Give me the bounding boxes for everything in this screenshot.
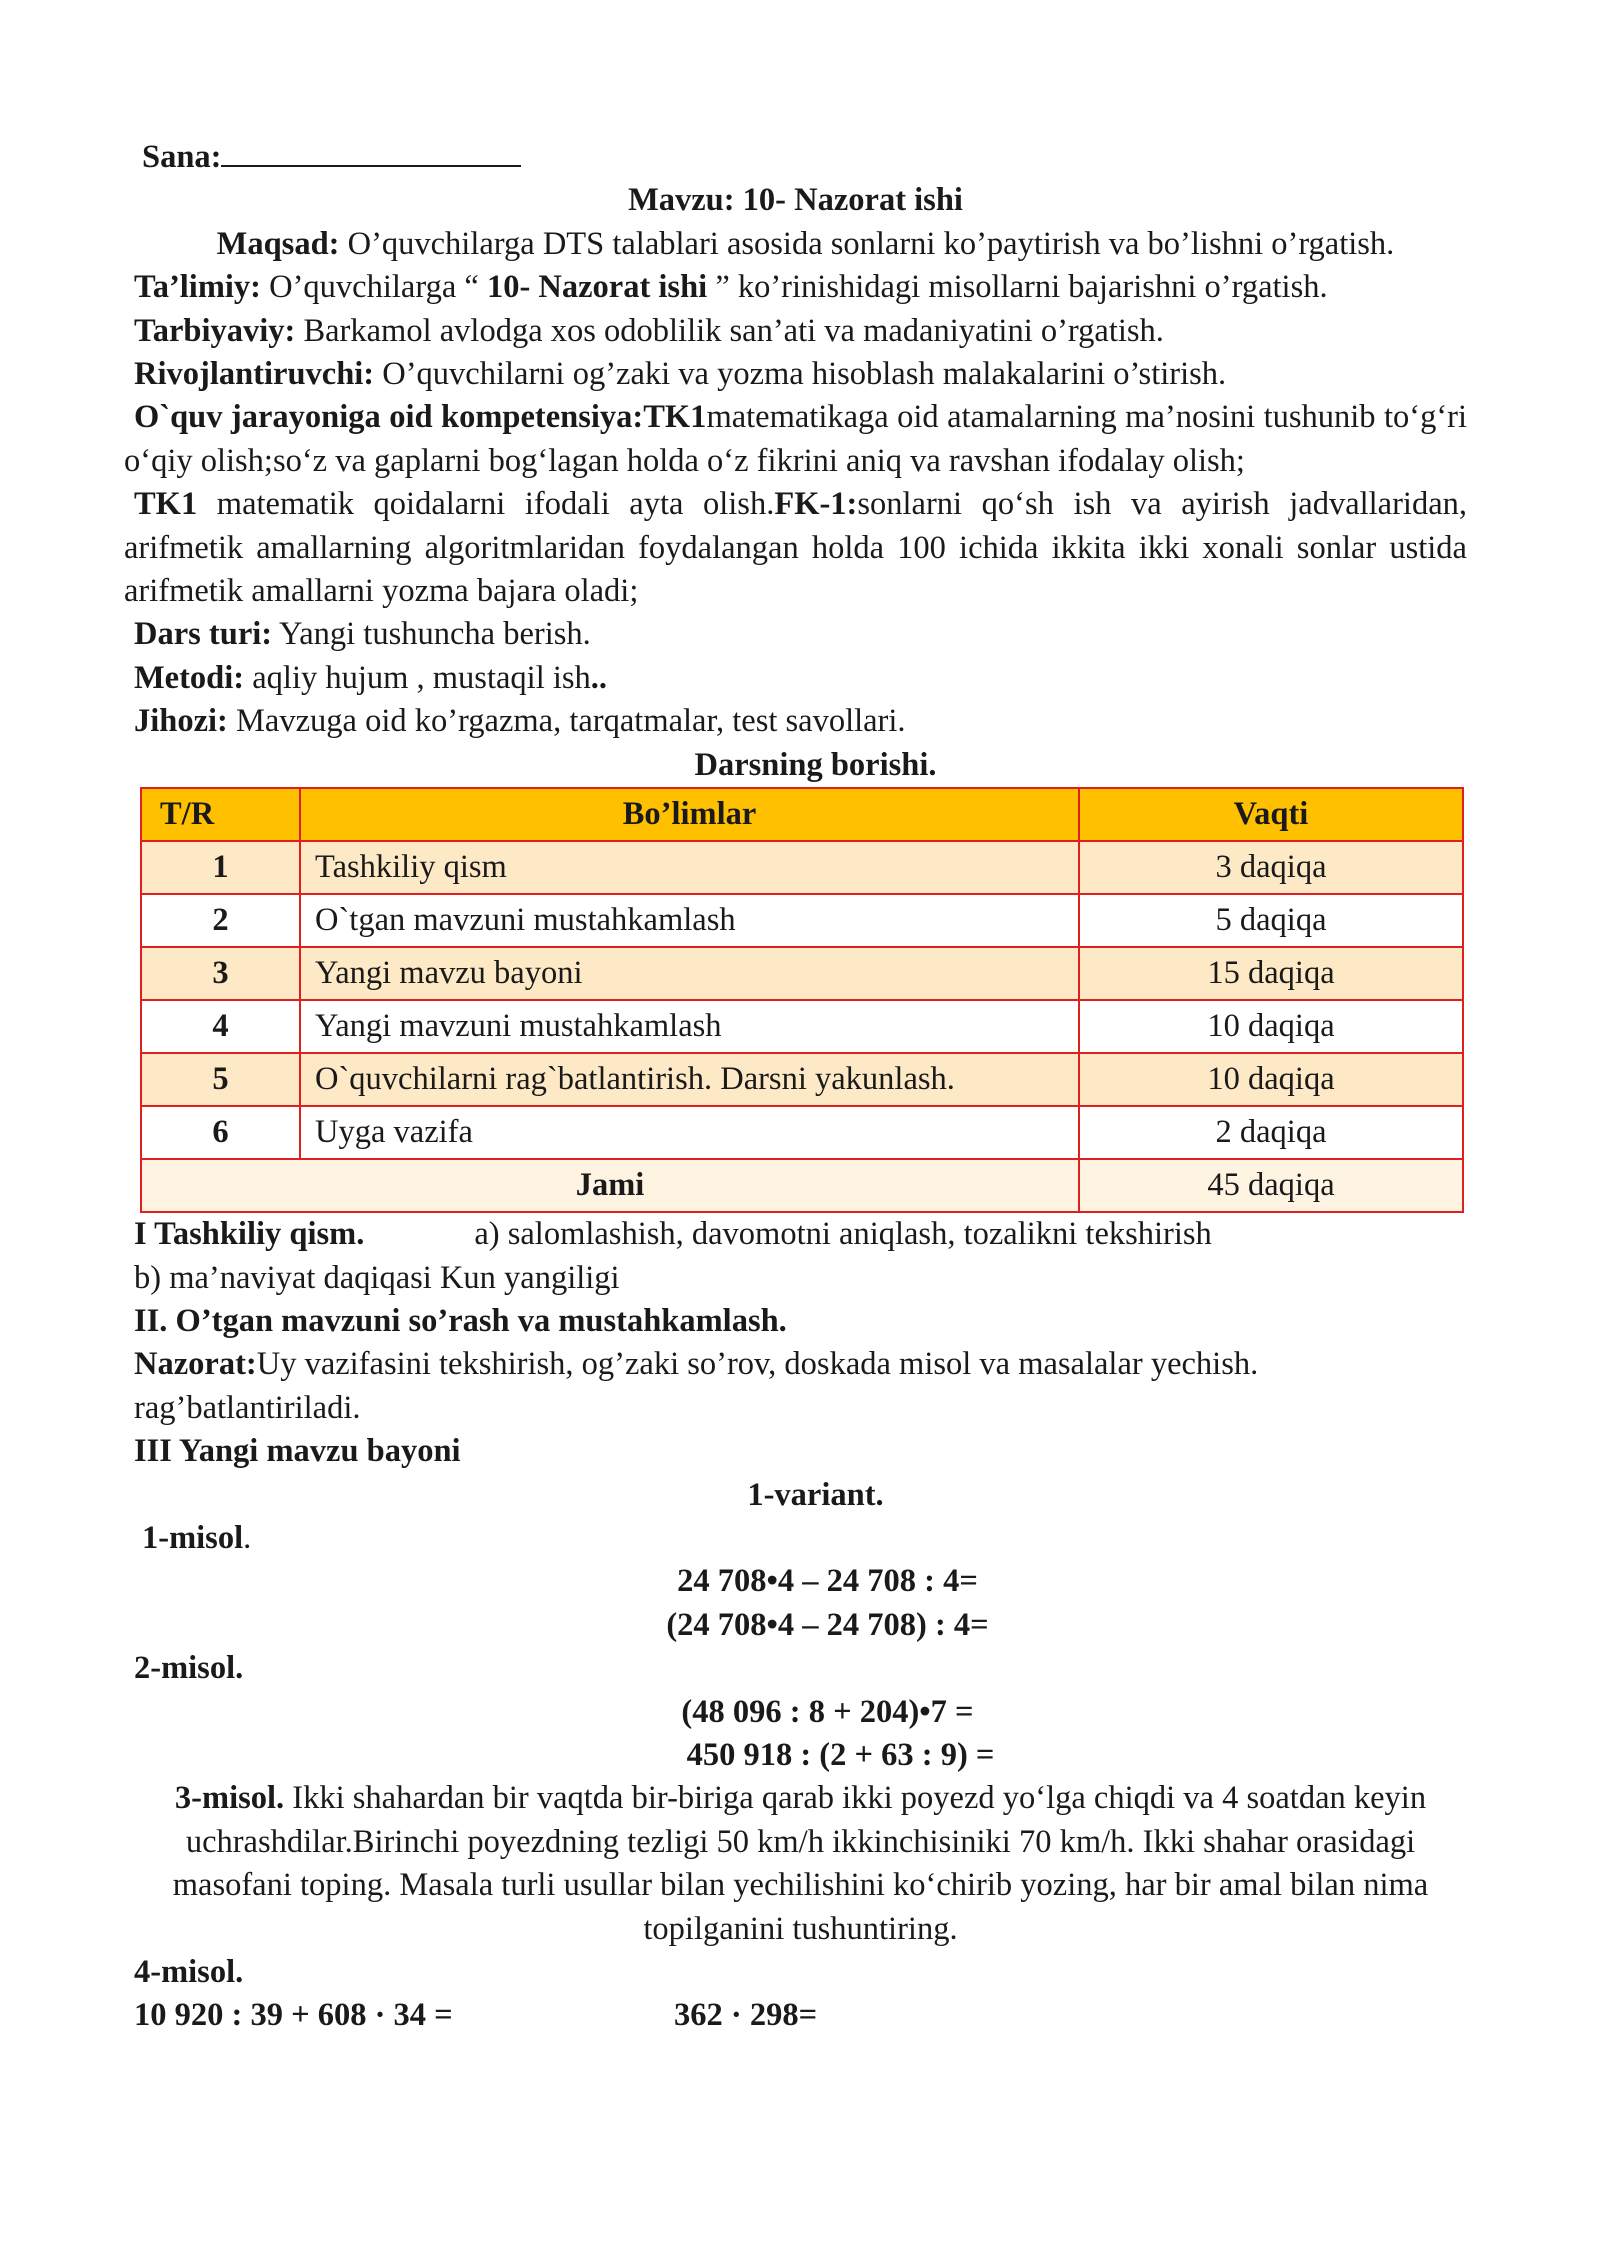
lesson-type-text: Yangi tushuncha berish. <box>272 616 591 653</box>
row-number: 3 <box>141 947 300 1000</box>
table-row <box>141 1106 1463 1159</box>
equipment-text: Mavzuga oid ko’rgazma, tarqatmalar, test savollari. <box>227 703 906 740</box>
organizational-line <box>124 1213 1467 1256</box>
educational-text-2: ” ko’rinishidagi misollarni bajarishni o’rgatish. <box>715 269 1328 306</box>
exercise-4-line <box>124 1994 1467 2037</box>
educational-topic: 10- Nazorat ishi <box>486 269 716 306</box>
goal-text: O’quvchilarga DTS talablari asosida sonlarni ko’paytirish va bo’lishni o’rgatish. <box>339 225 1395 262</box>
table-row <box>141 894 1463 947</box>
competency-text: matematikaga oid atamalarning ma’nosini tushunib to‘g‘ri o‘qiy olish;so‘z va gaplarni bog‘lagan holda o‘z fikrini aniq va ravshan ifodalay olish; <box>124 399 1467 479</box>
developmental-text: O’quvchilarni og’zaki va yozma hisoblash malakalarini o’stirish. <box>374 356 1227 393</box>
exercise-4-label <box>124 1951 1467 1994</box>
exercise-3-label: 3-misol. <box>174 1780 285 1817</box>
row-section: O`tgan mavzuni mustahkamlash <box>300 894 1079 947</box>
goal-paragraph <box>124 223 1467 266</box>
table-row <box>141 1053 1463 1106</box>
fk1-text: sonlarni qo‘sh ish va ayirish jadvallaridan, arifmetik amallarning algoritmlaridan foydalangan holda 100 ichida ikkita ikki xonali sonlar ustida arifmetik amallarni yozma bajara oladi; <box>124 486 1468 610</box>
row-section: Yangi mavzuni mustahkamlash <box>300 1000 1079 1053</box>
row-section: Uyga vazifa <box>300 1106 1079 1159</box>
document-content <box>124 135 1467 2038</box>
table-row <box>141 1000 1463 1053</box>
exercise-2-line-1: (48 096 : 8 + 204)•7 = <box>681 1693 974 1730</box>
control-label: Nazorat: <box>134 1346 257 1383</box>
lesson-type-line <box>124 613 1467 656</box>
upbringing-paragraph <box>124 310 1467 353</box>
organizational-label: I Tashkiliy qism. <box>134 1216 365 1253</box>
table-header-row <box>141 788 1463 841</box>
row-section: Yangi mavzu bayoni <box>300 947 1079 1000</box>
equipment-label: Jihozi: <box>134 703 228 740</box>
equipment-line <box>124 700 1467 743</box>
goal-label: Maqsad: <box>216 225 340 262</box>
upbringing-label: Tarbiyaviy: <box>134 312 296 349</box>
total-label: Jami <box>141 1159 1079 1212</box>
method-end: .. <box>590 659 608 696</box>
fk1-label: FK-1: <box>774 486 858 523</box>
row-time: 2 daqiqa <box>1079 1106 1463 1159</box>
exercise-2-label <box>124 1647 1467 1690</box>
table-title-text: Darsning borishi. <box>694 746 937 783</box>
organizational-a: a) salomlashish, davomotni aniqlash, tozalikni tekshirish <box>474 1216 1212 1253</box>
row-number: 5 <box>141 1053 300 1106</box>
review-heading-text: II. O’tgan mavzuni so’rash va mustahkamlash. <box>134 1302 787 1339</box>
organizational-b-line: b) ma’naviyat daqiqasi Kun yangiligi <box>134 1259 620 1296</box>
row-time: 3 daqiqa <box>1079 841 1463 894</box>
tk1-label: TK1 <box>134 486 198 523</box>
review-heading <box>124 1300 1467 1343</box>
control-paragraph <box>124 1343 1467 1430</box>
row-number: 6 <box>141 1106 300 1159</box>
header-time: Vaqti <box>1079 788 1463 841</box>
developmental-label: Rivojlantiruvchi: <box>134 356 375 393</box>
lesson-plan-table <box>140 787 1464 1213</box>
table-row <box>141 947 1463 1000</box>
method-line <box>124 657 1467 700</box>
method-text: aqliy hujum , mustaqil ish <box>244 659 591 696</box>
row-time: 10 daqiqa <box>1079 1053 1463 1106</box>
exercise-2-line-2: 450 918 : (2 + 63 : 9) = <box>686 1736 995 1773</box>
method-label: Metodi: <box>134 659 245 696</box>
row-number: 1 <box>141 841 300 894</box>
exercise-1-label-text: 1-misol <box>142 1519 244 1556</box>
row-number: 2 <box>141 894 300 947</box>
header-sections: Bo’limlar <box>300 788 1079 841</box>
competency-label: O`quv jarayoniga oid kompetensiya:TK1 <box>134 399 707 436</box>
date-label: Sana: <box>142 139 222 175</box>
row-section: Tashkiliy qism <box>300 841 1079 894</box>
exercise-1-label-dot: . <box>243 1519 252 1556</box>
tk1-paragraph <box>124 483 1467 613</box>
exercise-2-label-text: 2-misol. <box>134 1650 244 1687</box>
educational-label: Ta’limiy: <box>134 269 262 306</box>
row-time: 10 daqiqa <box>1079 1000 1463 1053</box>
exercise-4-label-text: 4-misol. <box>134 1954 244 1990</box>
date-line <box>124 135 1467 179</box>
exercise-4-right: 362 · 298= <box>674 1997 818 2034</box>
upbringing-text: Barkamol avlodga xos odoblilik san’ati va madaniyatini o’rgatish. <box>295 312 1164 349</box>
educational-text-1: O’quvchilarga “ <box>261 269 487 306</box>
topic-text: Mavzu: 10- Nazorat ishi <box>628 182 963 219</box>
exercise-1-label <box>124 1517 1467 1560</box>
educational-paragraph <box>124 266 1467 309</box>
table-row <box>141 841 1463 894</box>
date-blank <box>221 135 521 167</box>
exercise-3-text: Ikki shahardan bir vaqtda bir-biriga qarab ikki poyezd yo‘lga chiqdi va 4 soatdan keyin uchrashdilar.Birinchi poyezdning tezligi 50 km/h ikkinchisiniki 70 km/h. Ikki shahar orasidagi masofani toping. Masala turli usullar bilan yechilishini ko‘chirib yozing, har bir amal bilan nima topilganini tushuntiring. <box>172 1780 1429 1947</box>
header-tr: T/R <box>141 788 300 841</box>
row-section: O`quvchilarni rag`batlantirish. Darsni yakunlash. <box>300 1053 1079 1106</box>
total-time: 45 daqiqa <box>1079 1159 1463 1212</box>
topic-title <box>124 179 1467 222</box>
row-number: 4 <box>141 1000 300 1053</box>
variant-title: 1-variant. <box>747 1476 884 1513</box>
developmental-paragraph <box>124 353 1467 396</box>
exercise-1-line-1: 24 708•4 – 24 708 : 4= <box>677 1563 978 1600</box>
exercise-1-line-2: (24 708•4 – 24 708) : 4= <box>666 1606 989 1643</box>
row-time: 15 daqiqa <box>1079 947 1463 1000</box>
competency-paragraph <box>124 396 1467 483</box>
new-topic-heading <box>124 1430 1467 1473</box>
table-title <box>124 744 1467 787</box>
exercise-4-left: 10 920 : 39 + 608 · 34 = <box>134 1997 453 2034</box>
row-time: 5 daqiqa <box>1079 894 1463 947</box>
control-text: Uy vazifasini tekshirish, og’zaki so’rov, doskada misol va masalalar yechish. rag’batlantiriladi. <box>134 1346 1259 1426</box>
exercise-3-paragraph <box>124 1777 1467 1951</box>
tk1-text: matematik qoidalarni ifodali ayta olish. <box>197 486 775 523</box>
lesson-type-label: Dars turi: <box>134 616 273 653</box>
new-topic-heading-text: III Yangi mavzu bayoni <box>134 1433 461 1470</box>
table-total-row <box>141 1159 1463 1212</box>
